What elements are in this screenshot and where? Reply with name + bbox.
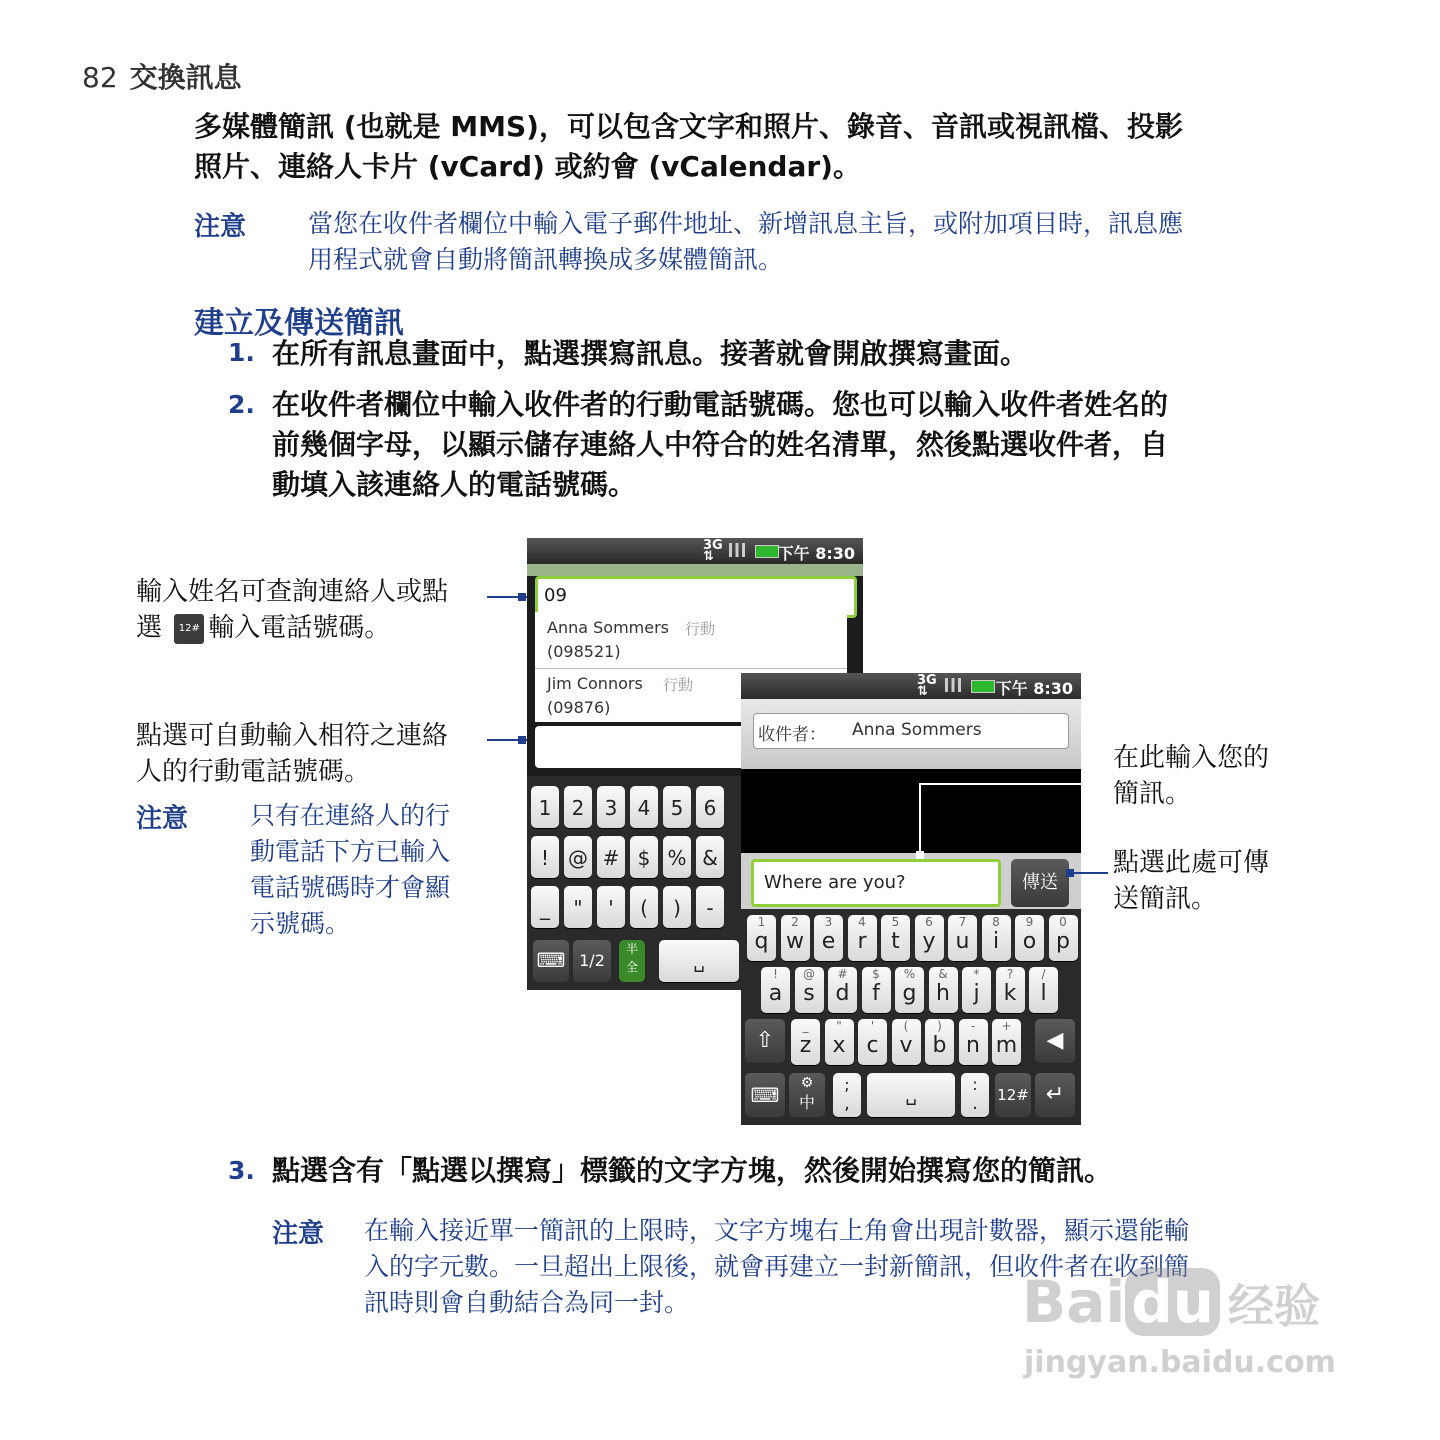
paw-icon: du xyxy=(1125,1268,1220,1336)
key-d[interactable]: # d xyxy=(828,967,857,1013)
intro-line: 多媒體簡訊 (也就是 MMS)，可以包含文字和照片、錄音、音訊或視訊檔、投影 xyxy=(194,110,1183,143)
key-2-5[interactable]: - xyxy=(696,886,724,928)
recipient-input-value: 09 xyxy=(544,585,567,606)
key-1-4[interactable]: % xyxy=(663,836,691,878)
signal-icon xyxy=(729,543,745,557)
leader-line xyxy=(919,783,1107,785)
key-m[interactable]: + m xyxy=(992,1019,1021,1065)
message-text: Where are you? xyxy=(764,872,906,893)
note-line: 訊時則會自動結合為同一封。 xyxy=(364,1288,690,1317)
key-1-1[interactable]: @ xyxy=(564,836,592,878)
message-input[interactable] xyxy=(751,859,1001,907)
key-b[interactable]: ) b xyxy=(925,1019,954,1065)
shift-icon[interactable]: ⇧ xyxy=(745,1019,785,1063)
callout-line xyxy=(136,610,486,646)
page-key[interactable]: 1/2 xyxy=(573,940,611,982)
step-number: 3. xyxy=(228,1156,255,1185)
key-0-4[interactable]: 5 xyxy=(663,786,691,828)
note-text xyxy=(250,798,490,942)
space-key[interactable]: ␣ xyxy=(659,940,739,982)
num-keyboard-icon: 12# xyxy=(174,614,204,644)
half-full-key[interactable] xyxy=(619,940,645,982)
half-label: 半 xyxy=(625,942,638,956)
key-w[interactable]: 2 w xyxy=(781,915,810,961)
note-line: 用程式就會自動將簡訊轉換成多媒體簡訊。 xyxy=(308,245,784,274)
step-number: 1. xyxy=(228,338,255,367)
step-line: 前幾個字母，以顯示儲存連絡人中符合的姓名清單，然後點選收件者，自 xyxy=(272,428,1169,461)
status-time: 下午 8:30 xyxy=(777,544,855,563)
key-r[interactable]: 4 r xyxy=(848,915,877,961)
key-v[interactable]: ( v xyxy=(892,1019,921,1065)
step-text xyxy=(272,385,1312,505)
note-label: 注意 xyxy=(194,212,247,242)
key-2-4[interactable]: ) xyxy=(663,886,691,928)
settings-lang-key[interactable] xyxy=(789,1073,825,1117)
step-line: 在收件者欄位中輸入收件者的行動電話號碼。您也可以輸入收件者姓名的 xyxy=(272,388,1169,421)
key-e[interactable]: 3 e xyxy=(814,915,843,961)
leader-line xyxy=(1070,872,1108,874)
page-header xyxy=(82,56,242,96)
3g-icon: 3G ⇅ xyxy=(703,538,723,564)
leader-line xyxy=(919,783,921,853)
note-label: 注意 xyxy=(272,1219,325,1249)
contact-name: Jim Connors xyxy=(547,674,643,693)
watermark-url: jingyan.baidu.com xyxy=(1024,1345,1336,1380)
callout-line: 送簡訊。 xyxy=(1113,884,1218,914)
key-o[interactable]: 9 o xyxy=(1015,915,1044,961)
note-line: 電話號碼時才會顯 xyxy=(250,873,451,902)
key-g[interactable]: % g xyxy=(895,967,924,1013)
key-q[interactable]: 1 q xyxy=(747,915,776,961)
recipient-field[interactable] xyxy=(753,713,1069,749)
key-p[interactable]: 0 p xyxy=(1049,915,1078,961)
key-0-2[interactable]: 3 xyxy=(597,786,625,828)
callout-auto-fill xyxy=(136,718,486,790)
step-text xyxy=(272,334,1312,374)
key-1-2[interactable]: # xyxy=(597,836,625,878)
battery-icon xyxy=(971,680,995,693)
key-a[interactable]: ! a xyxy=(761,967,790,1013)
note-line: 入的字元數。一旦超出上限後，就會再建立一封新簡訊，但收件者在收到簡 xyxy=(364,1252,1190,1281)
note-label: 注意 xyxy=(136,804,189,834)
step-line: 在所有訊息畫面中，點選撰寫訊息。接著就會開啟撰寫畫面。 xyxy=(272,337,1029,370)
callout-line: 在此輸入您的 xyxy=(1113,743,1270,773)
key-f[interactable]: $ f xyxy=(862,967,891,1013)
header-strip xyxy=(527,564,863,576)
note-line: 示號碼。 xyxy=(250,909,351,938)
punctuation-key[interactable]: : . xyxy=(961,1073,989,1117)
intro-paragraph xyxy=(194,107,1309,187)
key-2-2[interactable]: ' xyxy=(597,886,625,928)
3g-icon: 3G ⇅ xyxy=(917,673,937,699)
key-0-3[interactable]: 4 xyxy=(630,786,658,828)
note-text xyxy=(308,206,1308,278)
status-bar xyxy=(527,538,863,564)
full-label: 全 xyxy=(625,960,638,974)
status-bar xyxy=(741,673,1081,699)
step-text xyxy=(272,1151,1312,1191)
callout-line: 人的行動電話號碼。 xyxy=(136,757,371,787)
callout-text: 輸入電話號碼。 xyxy=(208,613,391,643)
callout-send xyxy=(1113,845,1313,917)
key-h[interactable]: & h xyxy=(929,967,958,1013)
key-s[interactable]: @ s xyxy=(795,967,824,1013)
leader-dot xyxy=(518,593,526,601)
key-z[interactable]: _ z xyxy=(791,1019,820,1065)
key-2-1[interactable]: " xyxy=(564,886,592,928)
battery-icon xyxy=(755,545,779,558)
key-k[interactable]: ? k xyxy=(996,967,1025,1013)
key-i[interactable]: 8 i xyxy=(982,915,1011,961)
key-0-0[interactable]: 1 xyxy=(531,786,559,828)
leader-dot xyxy=(518,736,526,744)
phone-screenshot-compose xyxy=(741,673,1081,1125)
punctuation-key[interactable]: ; , xyxy=(833,1073,861,1117)
key-n[interactable]: - n xyxy=(959,1019,988,1065)
lang-label: 中 xyxy=(798,1093,815,1112)
contact-name: Anna Sommers xyxy=(547,618,669,637)
callout-search-contacts xyxy=(136,574,486,646)
contact-type: 行動 xyxy=(685,620,716,638)
step-number: 2. xyxy=(228,390,255,419)
leader-dot xyxy=(916,851,924,859)
key-1-0[interactable]: ! xyxy=(531,836,559,878)
key-x[interactable]: " x xyxy=(825,1019,854,1065)
status-time: 下午 8:30 xyxy=(995,679,1073,698)
recipient-label: 收件者： xyxy=(758,725,826,745)
note-line: 在輸入接近單一簡訊的上限時，文字方塊右上角會出現計數器，顯示還能輸 xyxy=(364,1216,1190,1245)
key-t[interactable]: 5 t xyxy=(881,915,910,961)
contact-type: 行動 xyxy=(663,676,694,694)
number-keyboard-key[interactable]: 12# xyxy=(995,1073,1031,1117)
key-0-1[interactable]: 2 xyxy=(564,786,592,828)
key-0-5[interactable]: 6 xyxy=(696,786,724,828)
note-line: 當您在收件者欄位中輸入電子郵件地址、新增訊息主旨，或附加項目時，訊息應 xyxy=(308,209,1184,238)
step-line: 點選含有「點選以撰寫」標籤的文字方塊，然後開始撰寫您的簡訊。 xyxy=(272,1154,1113,1187)
send-button[interactable]: 傳送 xyxy=(1011,859,1069,907)
key-l[interactable]: / l xyxy=(1029,967,1058,1013)
keyboard-hide-icon[interactable]: ⌨ xyxy=(745,1073,785,1117)
message-input[interactable] xyxy=(535,726,765,768)
section-title: 交換訊息 xyxy=(129,61,242,94)
suggestion-item[interactable] xyxy=(535,612,847,669)
key-u[interactable]: 7 u xyxy=(948,915,977,961)
contact-number: (09876) xyxy=(547,698,611,717)
leader-dot xyxy=(1066,869,1074,877)
backspace-icon[interactable]: ◀ xyxy=(1035,1019,1075,1063)
recipient-value: Anna Sommers xyxy=(852,720,982,740)
key-1-5[interactable]: & xyxy=(696,836,724,878)
space-key[interactable]: ␣ xyxy=(867,1073,955,1117)
note-line: 動電話下方已輸入 xyxy=(250,837,451,866)
contact-number: (098521) xyxy=(547,642,621,661)
key-c[interactable]: ' c xyxy=(858,1019,887,1065)
keyboard-hide-icon[interactable]: ⌨ xyxy=(533,940,569,982)
gear-icon: ⚙ xyxy=(800,1075,814,1091)
callout-line: 點選可自動輸入相符之連絡 xyxy=(136,721,449,751)
key-2-0[interactable]: _ xyxy=(531,886,559,928)
key-1-3[interactable]: $ xyxy=(630,836,658,878)
signal-icon xyxy=(945,678,961,692)
step-line: 動填入該連絡人的電話號碼。 xyxy=(272,468,637,501)
callout-type-message xyxy=(1113,740,1313,812)
enter-icon[interactable]: ↵ xyxy=(1035,1073,1075,1117)
key-2-3[interactable]: ( xyxy=(630,886,658,928)
callout-line: 點選此處可傳 xyxy=(1113,848,1270,878)
callout-line: 簡訊。 xyxy=(1113,779,1192,809)
intro-line: 照片、連絡人卡片 (vCard) 或約會 (vCalendar)。 xyxy=(194,150,861,183)
page-number: 82 xyxy=(82,61,118,94)
note-line: 只有在連絡人的行 xyxy=(250,801,451,830)
callout-line: 輸入姓名可查詢連絡人或點 xyxy=(136,577,449,607)
callout-text: 選 xyxy=(136,613,163,643)
key-j[interactable]: * j xyxy=(962,967,991,1013)
section-heading: 建立及傳送簡訊 xyxy=(194,306,404,341)
conversation-area xyxy=(741,769,1081,853)
baidu-watermark-logo: Bai du 经验 xyxy=(1022,1268,1321,1336)
key-y[interactable]: 6 y xyxy=(915,915,944,961)
